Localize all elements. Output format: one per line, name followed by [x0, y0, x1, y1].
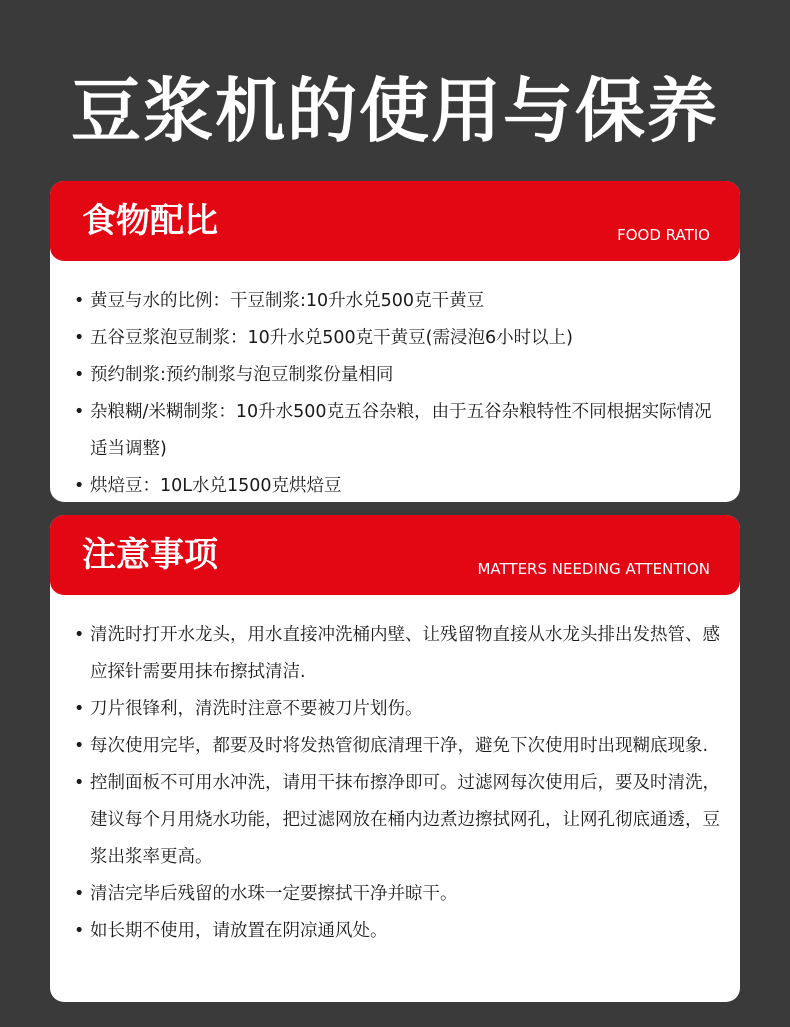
- list-item: • 每次使用完毕，都要及时将发热管彻底清理干净，避免下次使用时出现糊底现象.: [74, 728, 722, 765]
- list-item: • 控制面板不可用水冲洗，请用干抹布擦净即可。过滤网每次使用后，要及时清洗，建议每个月用烧水功能，把过滤网放在桶内边煮边擦拭网孔，让网孔彻底通透，豆浆出浆率更高。: [74, 765, 722, 876]
- bullet: •: [74, 736, 85, 756]
- bullet: •: [74, 291, 85, 311]
- bullet: •: [74, 773, 85, 793]
- bullet: •: [74, 625, 85, 645]
- bullet: •: [74, 884, 85, 904]
- list-item: • 如长期不使用，请放置在阴凉通风处。: [74, 913, 722, 950]
- page-title: 豆浆机的使用与保养: [71, 70, 719, 152]
- list-item: • 杂粮糊/米糊制浆：10升水500克五谷杂粮，由于五谷杂粮特性不同根据实际情况适当调整): [74, 394, 722, 468]
- section-title: 食物配比: [82, 201, 218, 241]
- bullet: •: [74, 402, 85, 422]
- section-header: [50, 181, 740, 261]
- list-item: • 五谷豆浆泡豆制浆：10升水兑500克干黄豆(需浸泡6小时以上): [74, 320, 722, 357]
- bullet: •: [74, 921, 85, 941]
- attention-list: [74, 617, 722, 950]
- bullet: •: [74, 365, 85, 385]
- section-header: [50, 515, 740, 595]
- section-title: 注意事项: [82, 535, 218, 575]
- bullet: •: [74, 328, 85, 348]
- section-food-ratio: [50, 181, 740, 502]
- list-item: • 黄豆与水的比例：干豆制浆:10升水兑500克干黄豆: [74, 283, 722, 320]
- list-item: • 刀片很锋利，清洗时注意不要被刀片划伤。: [74, 691, 722, 728]
- list-item: • 清洁完毕后残留的水珠一定要擦拭干净并晾干。: [74, 876, 722, 913]
- list-item: • 清洗时打开水龙头，用水直接冲洗桶内壁、让残留物直接从水龙头排出发热管、感应探针需要用抹布擦拭清洁.: [74, 617, 722, 691]
- list-item: • 预约制浆:预约制浆与泡豆制浆份量相同: [74, 357, 722, 394]
- bullet: •: [74, 699, 85, 719]
- section-attention: [50, 515, 740, 1002]
- list-item: • 烘焙豆：10L水兑1500克烘焙豆: [74, 468, 722, 505]
- section-subtitle: MATTERS NEEDING ATTENTION: [477, 560, 710, 578]
- food-ratio-list: [74, 283, 722, 505]
- bullet: •: [74, 476, 85, 496]
- section-subtitle: FOOD RATIO: [617, 226, 710, 244]
